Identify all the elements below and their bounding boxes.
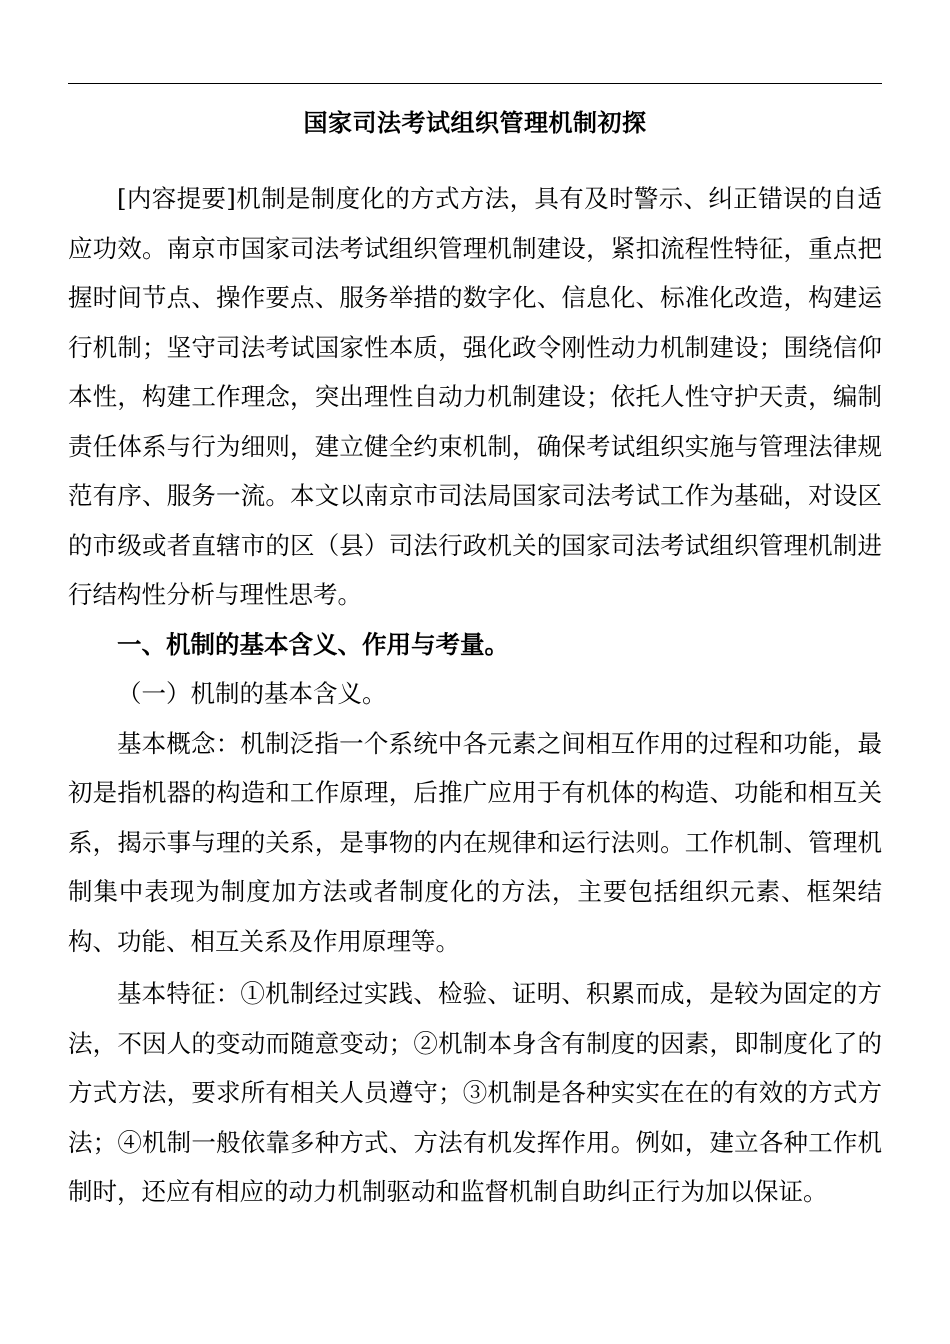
basic-features-paragraph: 基本特征：①机制经过实践、检验、证明、积累而成，是较为固定的方法，不因人的变动而随意变动；②机制本身含有制度的因素，即制度化了的方式方法，要求所有相关人员遵守；③机制是各种实实在在的有效的方式方法；④机制一般依靠多种方式、方法有机发挥作用。例如，建立各种工作机制时，还应有相应的动力机制驱动和监督机制自助纠正行为加以保证。 <box>68 979 882 1206</box>
subsection-heading: （一）机制的基本含义。 <box>117 679 387 708</box>
abstract-paragraph: [内容提要]机制是制度化的方式方法，具有及时警示、纠正错误的自适应功效。南京市国家司法考试组织管理机制建设，紧扣流程性特征，重点把握时间节点、操作要点、服务举措的数字化、信息化、标准化改造，构建运行机制；坚守司法考试国家性本质，强化政令刚性动力机制建设；围绕信仰本性，构建工作理念，突出理性自动力机制建设；依托人性守护天责，编制责任体系与行为细则，建立健全约束机制，确保考试组织实施与管理法律规范有序、服务一流。本文以南京市司法局国家司法考试工作为基础，对设区的市级或者直辖市的区（县）司法行政机关的国家司法考试组织管理机制进行结构性分析与理性思考。 <box>68 184 882 609</box>
document-title: 国家司法考试组织管理机制初探 <box>303 109 647 137</box>
section-heading: 一、机制的基本含义、作用与考量。 <box>117 629 509 659</box>
document-body <box>68 174 882 1217</box>
basic-concept-paragraph: 基本概念：机制泛指一个系统中各元素之间相互作用的过程和功能，最初是指机器的构造和工作原理，后推广应用于有机体的构造、功能和相互关系，揭示事与理的关系，是事物的内在规律和运行法则。工作机制、管理机制集中表现为制度加方法或者制度化的方法，主要包括组织元素、框架结构、功能、相互关系及作用原理等。 <box>68 728 882 956</box>
header-rule <box>68 83 882 84</box>
